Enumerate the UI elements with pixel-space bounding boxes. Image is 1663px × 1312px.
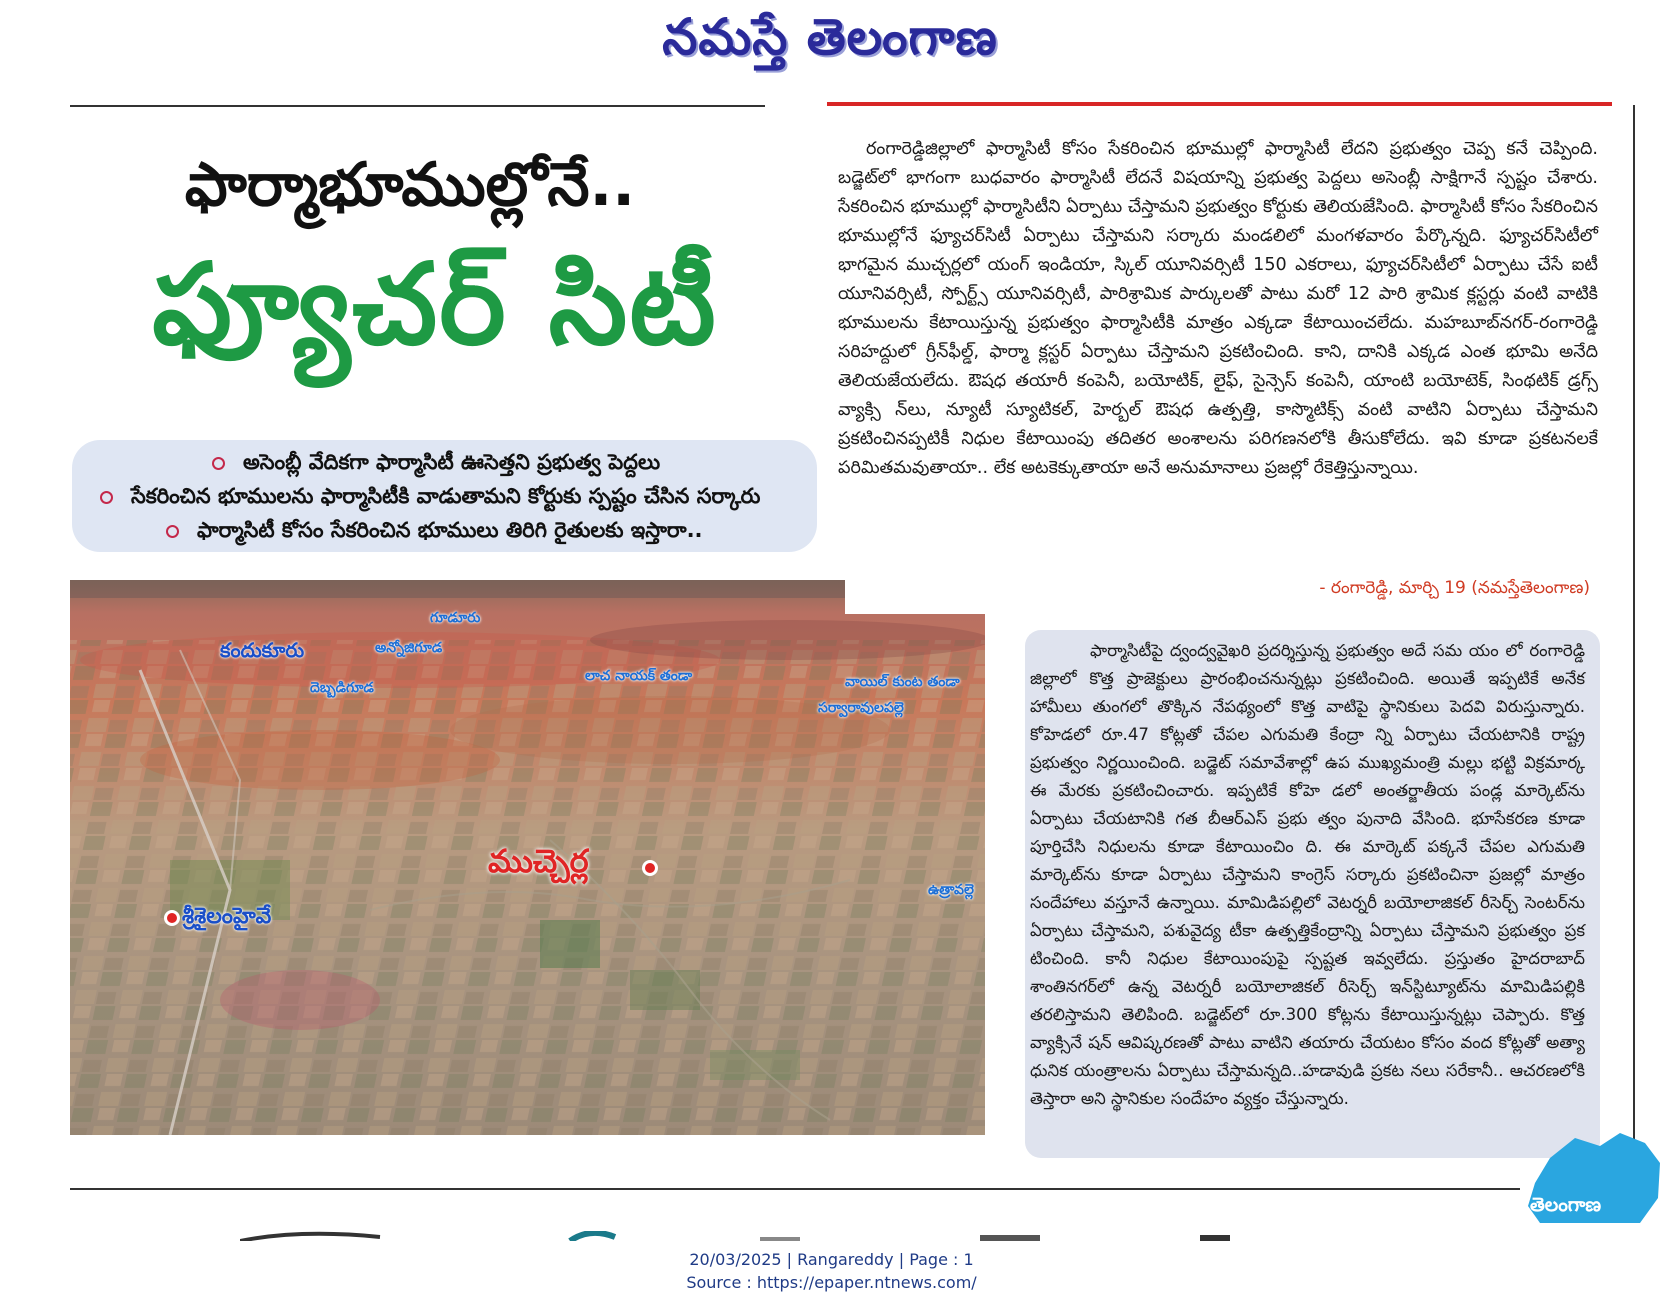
aerial-map-image <box>70 580 985 1135</box>
map-label-vailkunta: వాయిల్ కుంట తండా <box>845 674 960 690</box>
map-label-kandukur: కందుకూరు <box>220 638 305 662</box>
mucherla-pin-icon <box>642 860 658 876</box>
map-label-lachanayak: లాచ నాయక్ తండా <box>585 668 693 684</box>
article-body <box>838 135 1598 483</box>
bullet-icon <box>100 491 113 504</box>
map-label-debbadiguda: దెబ్బడిగూడ <box>310 680 374 696</box>
highlight-item: ఫార్మాసిటీ కోసం సేకరించిన భూములు తిరిగి రైతులకు ఇస్తారా.. <box>166 518 703 548</box>
map-label-sarvaraopalle: సర్వారావులపల్లె <box>818 700 904 716</box>
bleed-marks <box>240 1231 1260 1241</box>
highlight-item: అసెంబ్లీ వేదికగా ఫార్మాసిటీ ఊసెత్తని ప్రభుత్వ పెద్దలు <box>212 450 660 480</box>
map-label-srisailam-highway: శ్రీశైలంహైవే <box>182 904 272 929</box>
telangana-map-logo <box>1520 1128 1663 1228</box>
article-dateline: - రంగారెడ్డి, మార్చి 19 (నమస్తేతెలంగాణ) <box>1319 578 1590 598</box>
highway-pin-icon <box>164 910 180 926</box>
newspaper-masthead: నమస్తే తెలంగాణ <box>662 8 998 66</box>
top-rule-left <box>70 105 765 107</box>
state-logo-label: తెలంగాణ <box>1530 1194 1602 1216</box>
sidebar-body <box>1030 637 1585 1113</box>
map-label-mucherla: ముచ్చెర్ల <box>488 842 589 880</box>
bottom-rule <box>70 1188 1520 1190</box>
next-page-bleed <box>240 1226 1260 1236</box>
column-rule <box>1633 105 1635 1145</box>
highlight-item: సేకరించిన భూములను ఫార్మాసిటీకి వాడుతామని కోర్టుకు స్పష్టం చేసిన సర్కారు <box>100 484 760 514</box>
sidebar-paragraph: ఫార్మాసిటీపై ద్వంద్వవైఖరి ప్రదర్శిస్తున్న ప్రభుత్వం అదే సమ యం లో రంగారెడ్డి జిల్లాలో కొత్త ప్రాజెక్టులు ప్రారంభించనున్నట్లు ప్రకటించింది. అయితే ఇప్పటికే అనేక హామీలు తుంగలో తొక్కిన నేపథ్యంలో కొత్త వాటిపై స్థానికులు పెదవి విరుస్తున్నారు. కోహెడలో రూ.47 కోట్లతో చేపల ఎగుమతి కేంద్రా న్ని ఏర్పాటు చేయటానికి రాష్ట్ర ప్రభుత్వం నిర్ణయించింది. బడ్జెట్ సమావేశాల్లో ఉప ముఖ్యమంత్రి మల్లు భట్టి విక్రమార్క ఈ మేరకు ప్రకటించించారు. ఇప్పటికే కోహె డలో అంతర్జాతీయ పండ్ల మార్కెట్‌ను ఏర్పాటు చేయటానికి గత బీఆర్‌ఎస్ ప్రభు త్వం పునాది వేసింది. భూసేకరణ కూడా పూర్తిచేసి నిధులను కూడా కేటాయించిం ది. ఈ మార్కెట్ పక్కనే చేపల ఎగుమతి మార్కెట్‌ను కూడా ఏర్పాటు చేస్తామని కాంగ్రెస్ సర్కారు ప్రకటించినా ప్రజల్లో మాత్రం సందేహాలు వస్తూనే ఉన్నాయి. మామిడిపల్లిలో వెటర్నరీ బయోలాజికల్ రీసెర్చ్ సెంటర్‌ను ఏర్పాటు చేస్తామని, పశువైద్య టీకా ఉత్పత్తికేంద్రాన్ని ఏర్పాటు చేస్తామని ప్రభుత్వం ప్రక టించింది. కానీ నిధుల కేటాయింపుపై స్పష్టత ఇవ్వలేదు. ప్రస్తుతం హైదరాబాద్ శాంతినగర్‌లో ఉన్న వెటర్నరీ బయోలాజికల్ రీసెర్చ్ ఇన్‌స్టిట్యూట్‌ను మామిడిపల్లికి తరలిస్తామని తెలిపింది. బడ్జెట్‌లో రూ.300 కోట్లను కేటాయిస్తున్నట్లు చెప్పారు. కొత్త వ్యాక్సినే షన్ ఆవిష్కరణతో పాటు వాటిని తయారు చేయటం కోసం వంద కోట్లతో అత్యా ధునిక యంత్రాలను ఏర్పాటు చేస్తామన్నది..హడావుడి ప్రకట నలు సరేకానీ.. ఆచరణలోకి తెస్తారా అని స్థానికుల సందేహం వ్యక్తం చేస్తున్నారు. <box>1030 641 1585 1108</box>
map-label-gudaru: గూడూరు <box>430 610 481 626</box>
map-label-annojiguda: అన్నోజిగూడ <box>375 640 443 656</box>
footer-edition-info: 20/03/2025 | Rangareddy | Page : 1 <box>689 1250 974 1269</box>
headline-main: ఫ్యూచర్ సిటీ <box>152 240 718 370</box>
bullet-icon <box>212 457 225 470</box>
map-corner-gap <box>845 578 995 614</box>
top-rule-right <box>827 102 1612 106</box>
article-paragraph: రంగారెడ్డిజిల్లాలో ఫార్మాసిటీ కోసం సేకరించిన భూముల్లో ఫార్మాసిటీ లేదని ప్రభుత్వం చెప్ప కనే చెప్పింది. బడ్జెట్‌లో భాగంగా బుధవారం ఫార్మాసిటీ లేదనే విషయాన్ని ప్రభుత్వ పెద్దలు అసెంబ్లీ సాక్షిగానే స్పష్టం చేశారు. సేకరించిన భూముల్లో ఫార్మాసిటీని ఏర్పాటు చేస్తామని ప్రభుత్వం కోర్టుకు తెలియజేసింది. ఫార్మాసిటీ కోసం సేకరించిన భూముల్లోనే ఫ్యూచర్‌సిటీ ఏర్పాటు చేస్తామని సర్కారు మండలిలో మంగళవారం పేర్కొన్నది. ఫ్యూచర్‌సిటీలో భాగమైన ముచ్చర్లలో యంగ్ ఇండియా, స్కిల్ యూనివర్సిటీ 150 ఎకరాలు, ఫ్యూచర్‌సిటీలో ఏర్పాటు చేసే ఐటీ యూనివర్సిటీ, స్పోర్ట్స్ యూనివర్సిటీ, పారిశ్రామిక పార్కులతో పాటు మరో 12 పారి శ్రామిక క్లస్టర్లు వంటి వాటికి భూములను కేటాయిస్తున్న ప్రభుత్వం ఫార్మాసిటీకి మాత్రం ఎక్కడా కేటాయించలేదు. మహబూబ్‌నగర్-రంగారెడ్డి సరిహద్దులో గ్రీన్‌ఫీల్డ్, ఫార్మా క్లస్టర్ ఏర్పాటు చేస్తామని ప్రకటించింది. కాని, దానికి ఎక్కడ ఎంత భూమి అనేది తెలియజేయలేదు. ఔషధ తయారీ కంపెనీ, బయోటిక్, లైఫ్, సైన్సెస్ కంపెనీ, యాంటి బయోటెక్, సింథటిక్ డ్రగ్స్ వ్యాక్సి న్‌లు, న్యూటీ స్యూటికల్, హెర్బల్ ఔషధ ఉత్పత్తి, కాస్మొటిక్స్ వంటి వాటిని ఏర్పాటు చేస్తామని ప్రకటించినప్పటికీ నిధుల కేటాయింపు తదితర అంశాలను పరిగణనలోకి తీసుకోలేదు. ఇవి కూడా ప్రకటనలకే పరిమితమవుతాయా.. లేక అటకెక్కుతాయా అనే అనుమానాలు ప్రజల్లో రేకెత్తిస్తున్నాయి. <box>838 139 1598 478</box>
highlights-box <box>72 440 817 552</box>
map-label-uttaravalle: ఉత్రావల్లె <box>928 882 974 898</box>
headline-kicker: ఫార్మాభూముల్లోనే.. <box>184 150 636 220</box>
bullet-icon <box>166 525 179 538</box>
footer-source-link[interactable]: Source : https://epaper.ntnews.com/ <box>686 1273 977 1292</box>
